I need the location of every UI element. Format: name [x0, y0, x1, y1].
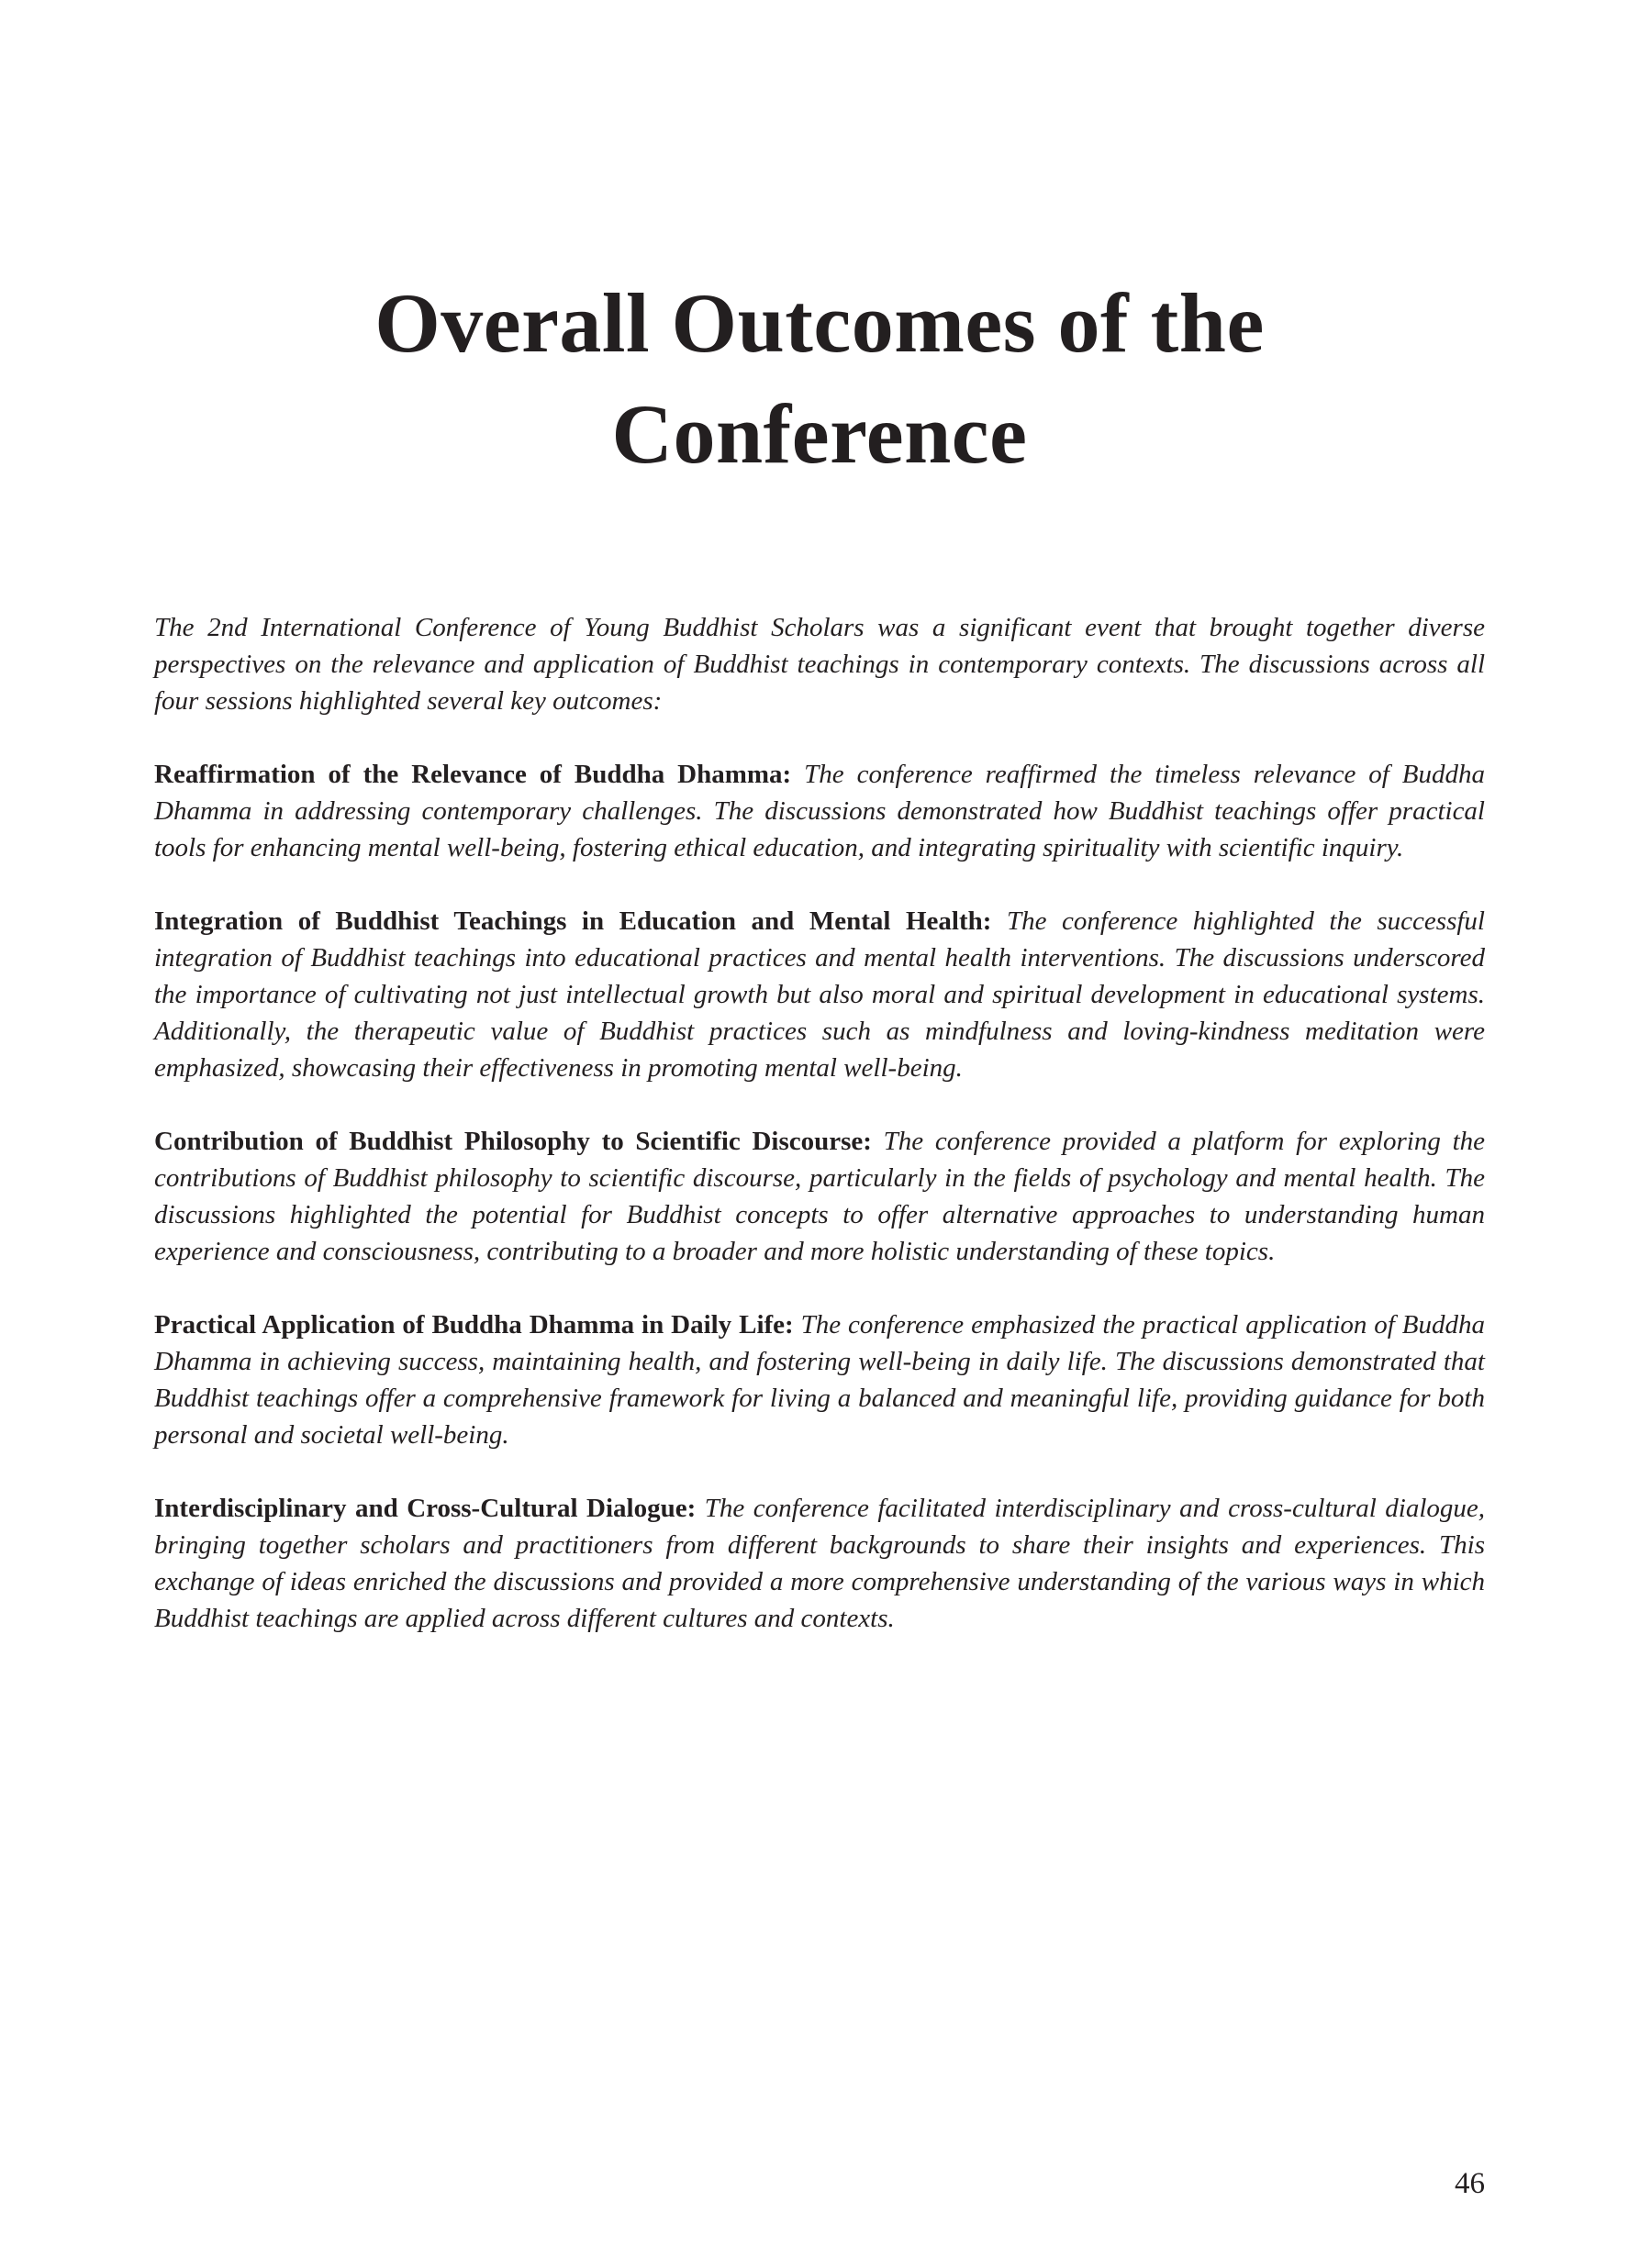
outcome-paragraph: [154, 756, 1485, 866]
outcome-text: The conference emphasized the practical application of Buddha Dhamma in achieving success, maintaining health, and fostering well-being in daily life. The discussions demonstrated that Buddhist teachings offer a comprehensive framework for living a balanced and meaningful life, providing guidance for both personal and societal well-being.: [154, 1310, 1485, 1450]
page-title-line-2: Conference: [611, 387, 1028, 481]
intro-paragraph: The 2nd International Conference of Young Buddhist Scholars was a significant event that brought together diverse perspectives on the relevance and application of Buddhist teachings in contemporary contexts. The discussions across all four sessions highlighted several key outcomes:: [154, 613, 1485, 716]
outcome-text: The conference highlighted the successful integration of Buddhist teachings into educational practices and mental health interventions. The discussions underscored the importance of cultivating not just intellectual growth but also moral and spiritual development in educational systems. Additionally, the therapeutic value of Buddhist practices such as mindfulness and loving-kindness meditation were emphasized, showcasing their effectiveness in promoting mental well-being.: [154, 906, 1485, 1083]
page-number: 46: [1455, 2167, 1485, 2200]
outcome-paragraph: [154, 903, 1485, 1086]
outcome-paragraph: [154, 1490, 1485, 1637]
outcome-heading: Reaffirmation of the Relevance of Buddha Dhamma:: [154, 760, 792, 789]
outcome-heading: Interdisciplinary and Cross-Cultural Dialogue:: [154, 1494, 697, 1523]
page-title: [154, 268, 1485, 490]
outcome-heading: Integration of Buddhist Teachings in Education and Mental Health:: [154, 906, 992, 936]
outcome-paragraph: [154, 1306, 1485, 1453]
outcome-heading: Practical Application of Buddha Dhamma in Daily Life:: [154, 1310, 794, 1340]
body-text: [154, 609, 1485, 1673]
outcome-heading: Contribution of Buddhist Philosophy to Scientific Discourse:: [154, 1127, 872, 1156]
page-title-line-1: Overall Outcomes of the: [374, 276, 1265, 370]
outcome-text: The conference provided a platform for exploring the contributions of Buddhist philosophy to scientific discourse, particularly in the fields of psychology and mental health. The discussions highlighted the potential for Buddhist concepts to offer alternative approaches to understanding human experience and consciousness, contributing to a broader and more holistic understanding of these topics.: [154, 1127, 1485, 1266]
outcome-paragraph: [154, 1123, 1485, 1270]
outcome-text: The conference reaffirmed the timeless relevance of Buddha Dhamma in addressing contemporary challenges. The discussions demonstrated how Buddhist teachings offer practical tools for enhancing mental well-being, fostering ethical education, and integrating spirituality with scientific inquiry.: [154, 760, 1486, 862]
outcome-text: The conference facilitated interdisciplinary and cross-cultural dialogue, bringing together scholars and practitioners from different backgrounds to share their insights and experiences. This exchange of ideas enriched the discussions and provided a more comprehensive understanding of the various ways in which Buddhist teachings are applied across different cultures and contexts.: [154, 1494, 1486, 1633]
